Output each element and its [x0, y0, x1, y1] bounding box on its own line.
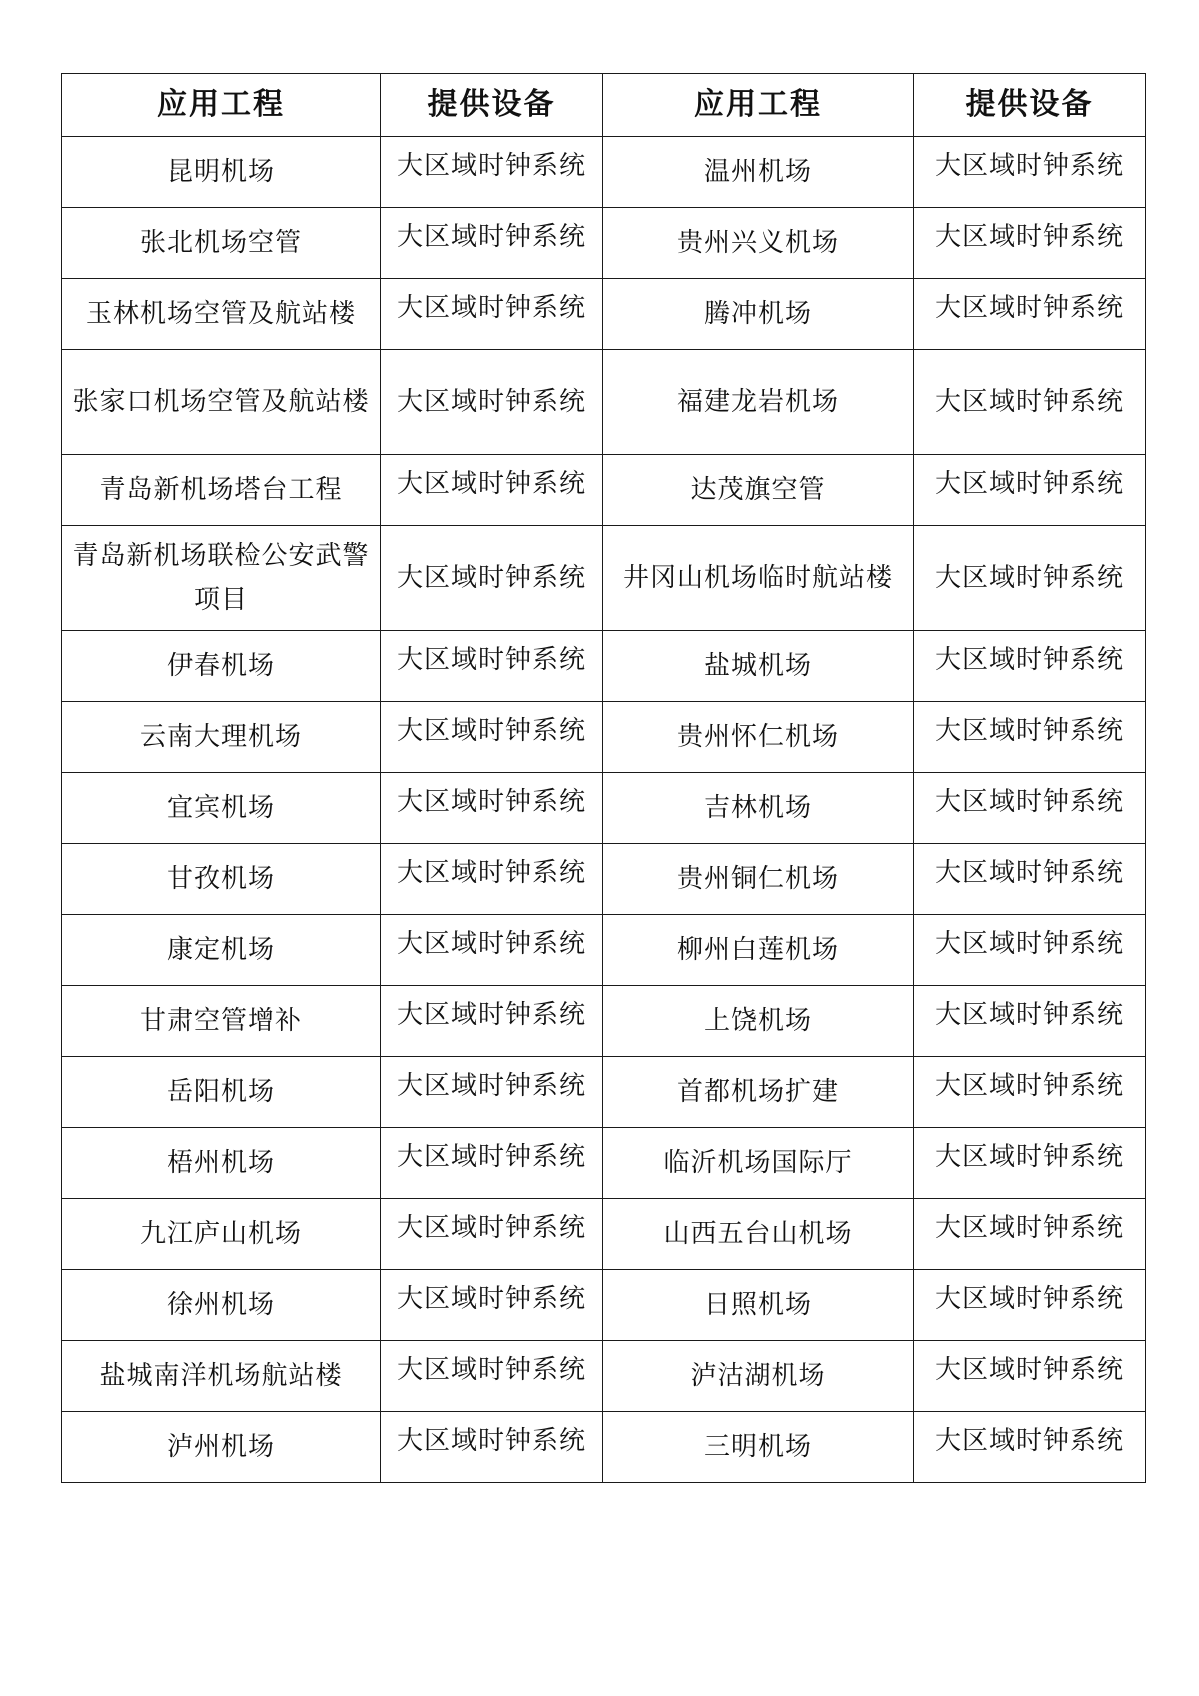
device-cell: 大区域时钟系统	[381, 986, 603, 1057]
device-cell: 大区域时钟系统	[381, 455, 603, 526]
device-cell: 大区域时钟系统	[914, 702, 1146, 773]
project-cell: 甘肃空管增补	[62, 986, 381, 1057]
table-row	[62, 1341, 1146, 1412]
device-cell: 大区域时钟系统	[914, 1057, 1146, 1128]
table-row	[62, 1128, 1146, 1199]
project-cell: 昆明机场	[62, 137, 381, 208]
project-cell: 徐州机场	[62, 1270, 381, 1341]
device-cell: 大区域时钟系统	[914, 208, 1146, 279]
project-cell: 山西五台山机场	[603, 1199, 914, 1270]
table-row	[62, 279, 1146, 350]
table-row	[62, 526, 1146, 631]
device-cell: 大区域时钟系统	[914, 1199, 1146, 1270]
table-row	[62, 773, 1146, 844]
device-cell: 大区域时钟系统	[381, 915, 603, 986]
project-cell: 梧州机场	[62, 1128, 381, 1199]
table-row	[62, 1199, 1146, 1270]
header-project-right: 应用工程	[603, 74, 914, 137]
device-cell: 大区域时钟系统	[914, 1341, 1146, 1412]
project-cell: 宜宾机场	[62, 773, 381, 844]
device-cell: 大区域时钟系统	[914, 631, 1146, 702]
device-cell: 大区域时钟系统	[381, 279, 603, 350]
device-cell: 大区域时钟系统	[381, 773, 603, 844]
project-cell: 吉林机场	[603, 773, 914, 844]
project-cell: 首都机场扩建	[603, 1057, 914, 1128]
project-cell: 玉林机场空管及航站楼	[62, 279, 381, 350]
project-cell: 张北机场空管	[62, 208, 381, 279]
project-cell: 泸州机场	[62, 1412, 381, 1483]
device-cell: 大区域时钟系统	[914, 844, 1146, 915]
table-row	[62, 702, 1146, 773]
table-row	[62, 1057, 1146, 1128]
table-row	[62, 915, 1146, 986]
project-cell: 临沂机场国际厅	[603, 1128, 914, 1199]
header-device-left: 提供设备	[381, 74, 603, 137]
device-cell: 大区域时钟系统	[381, 1057, 603, 1128]
device-cell: 大区域时钟系统	[381, 702, 603, 773]
project-cell: 日照机场	[603, 1270, 914, 1341]
device-cell: 大区域时钟系统	[381, 526, 603, 631]
device-cell: 大区域时钟系统	[381, 1270, 603, 1341]
project-cell: 岳阳机场	[62, 1057, 381, 1128]
project-cell: 伊春机场	[62, 631, 381, 702]
project-cell: 三明机场	[603, 1412, 914, 1483]
header-project-left: 应用工程	[62, 74, 381, 137]
project-cell: 井冈山机场临时航站楼	[603, 526, 914, 631]
device-cell: 大区域时钟系统	[381, 137, 603, 208]
device-cell: 大区域时钟系统	[914, 1270, 1146, 1341]
project-cell: 盐城南洋机场航站楼	[62, 1341, 381, 1412]
project-cell: 青岛新机场联检公安武警项目	[62, 526, 381, 631]
device-cell: 大区域时钟系统	[381, 844, 603, 915]
project-cell: 云南大理机场	[62, 702, 381, 773]
device-cell: 大区域时钟系统	[381, 1341, 603, 1412]
table-row	[62, 455, 1146, 526]
device-cell: 大区域时钟系统	[381, 1412, 603, 1483]
table-row	[62, 1412, 1146, 1483]
device-cell: 大区域时钟系统	[381, 350, 603, 455]
project-cell: 贵州怀仁机场	[603, 702, 914, 773]
project-cell: 张家口机场空管及航站楼	[62, 350, 381, 455]
table-row	[62, 986, 1146, 1057]
header-device-right: 提供设备	[914, 74, 1146, 137]
device-cell: 大区域时钟系统	[381, 631, 603, 702]
project-cell: 温州机场	[603, 137, 914, 208]
project-cell: 柳州白莲机场	[603, 915, 914, 986]
device-cell: 大区域时钟系统	[914, 137, 1146, 208]
device-cell: 大区域时钟系统	[914, 455, 1146, 526]
device-cell: 大区域时钟系统	[914, 915, 1146, 986]
table-row	[62, 844, 1146, 915]
project-cell: 甘孜机场	[62, 844, 381, 915]
device-cell: 大区域时钟系统	[381, 1199, 603, 1270]
project-cell: 盐城机场	[603, 631, 914, 702]
table-row	[62, 350, 1146, 455]
device-cell: 大区域时钟系统	[914, 1412, 1146, 1483]
project-equipment-table	[61, 73, 1146, 1483]
project-cell: 青岛新机场塔台工程	[62, 455, 381, 526]
project-cell: 贵州兴义机场	[603, 208, 914, 279]
device-cell: 大区域时钟系统	[914, 526, 1146, 631]
project-cell: 上饶机场	[603, 986, 914, 1057]
project-cell: 达茂旗空管	[603, 455, 914, 526]
project-cell: 泸沽湖机场	[603, 1341, 914, 1412]
project-cell: 九江庐山机场	[62, 1199, 381, 1270]
project-cell: 贵州铜仁机场	[603, 844, 914, 915]
table-row	[62, 208, 1146, 279]
project-cell: 腾冲机场	[603, 279, 914, 350]
device-cell: 大区域时钟系统	[914, 350, 1146, 455]
device-cell: 大区域时钟系统	[914, 279, 1146, 350]
project-cell: 福建龙岩机场	[603, 350, 914, 455]
table-row	[62, 1270, 1146, 1341]
table-row	[62, 137, 1146, 208]
device-cell: 大区域时钟系统	[914, 773, 1146, 844]
project-cell: 康定机场	[62, 915, 381, 986]
table-header-row	[62, 74, 1146, 137]
device-cell: 大区域时钟系统	[381, 208, 603, 279]
device-cell: 大区域时钟系统	[914, 1128, 1146, 1199]
table-row	[62, 631, 1146, 702]
device-cell: 大区域时钟系统	[381, 1128, 603, 1199]
device-cell: 大区域时钟系统	[914, 986, 1146, 1057]
